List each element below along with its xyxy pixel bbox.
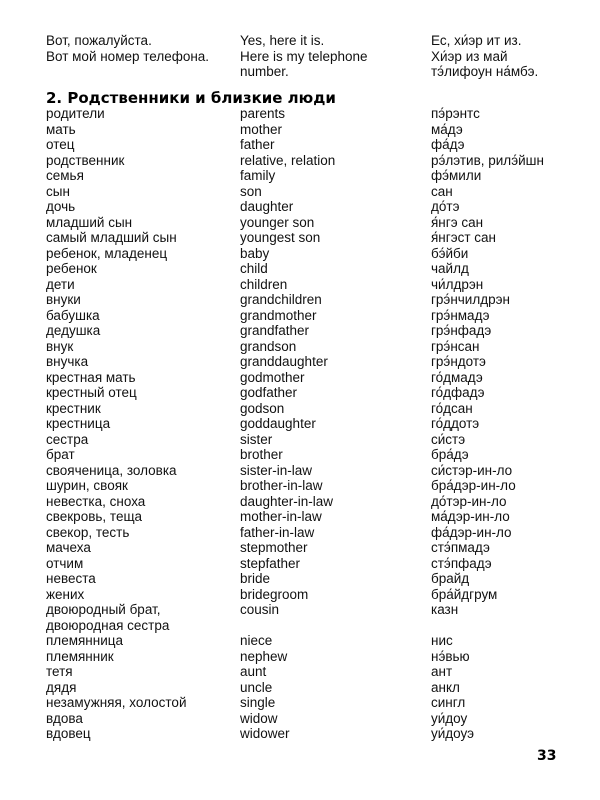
- pronunciation: грэ́нсан: [431, 338, 480, 354]
- english-term: bridegroom: [240, 586, 309, 602]
- russian-term: отец: [46, 137, 75, 152]
- vocab-row: [0, 401, 600, 417]
- pronunciation: грэ́нчилдрэн: [431, 292, 510, 307]
- pronunciation: грэ́нмадэ: [431, 307, 490, 323]
- russian-term: племянник: [46, 648, 114, 664]
- vocab-row: [0, 649, 600, 665]
- english-term: children: [240, 276, 288, 292]
- vocab-row: [0, 354, 600, 370]
- pronunciation: чайлд: [431, 261, 469, 276]
- pronunciation: ма́дэр-ин-ло: [431, 509, 510, 524]
- vocab-row: [0, 292, 600, 308]
- english-term: widow: [240, 710, 278, 726]
- pronunciation: фа́дэ: [431, 137, 465, 152]
- pronunciation: тэ́лифоун на́мбэ.: [431, 64, 539, 79]
- vocab-row: [0, 184, 600, 200]
- vocab-row: [0, 664, 600, 680]
- russian-term: младший сын: [46, 214, 133, 230]
- pronunciation: нэ́вью: [431, 648, 470, 664]
- intro-row: [0, 64, 600, 80]
- english-term: number.: [240, 64, 289, 79]
- vocab-row: [0, 602, 600, 618]
- english-term: aunt: [240, 664, 267, 679]
- pronunciation: я́нгэст сан: [431, 230, 496, 245]
- english-term: son: [240, 183, 262, 199]
- pronunciation: го́дмадэ: [431, 369, 483, 385]
- vocab-row: [0, 168, 600, 184]
- vocab-row: [0, 277, 600, 293]
- english-term: relative, relation: [240, 152, 336, 168]
- russian-term: семья: [46, 168, 84, 183]
- russian-term: внуки: [46, 292, 81, 307]
- pronunciation: Хи́эр из май: [431, 48, 508, 64]
- intro-row: [0, 33, 600, 49]
- vocab-row: [0, 726, 600, 742]
- vocab-row: [0, 432, 600, 448]
- vocab-row: [0, 447, 600, 463]
- pronunciation: стэ́пфадэ: [431, 555, 492, 571]
- english-term: mother: [240, 121, 283, 137]
- pronunciation: го́дфадэ: [431, 385, 485, 400]
- pronunciation: сан: [431, 183, 453, 199]
- vocab-row: [0, 478, 600, 494]
- russian-term: дядя: [46, 679, 77, 695]
- pronunciation: уи́доу: [431, 710, 468, 726]
- vocab-row: [0, 230, 600, 246]
- english-term: daughter-in-law: [240, 493, 334, 509]
- vocab-row: [0, 571, 600, 587]
- pronunciation: сингл: [431, 695, 466, 710]
- english-term: father-in-law: [240, 524, 315, 540]
- english-term: uncle: [240, 679, 273, 695]
- pronunciation: до́тэ: [431, 199, 460, 214]
- english-term: stepfather: [240, 555, 301, 571]
- english-term: granddaughter: [240, 354, 328, 369]
- english-term: father: [240, 137, 275, 152]
- english-term: grandchildren: [240, 292, 322, 307]
- russian-term: свекровь, теща: [46, 509, 143, 524]
- russian-term: отчим: [46, 555, 84, 571]
- vocab-row: [0, 680, 600, 696]
- russian-term: внучка: [46, 354, 89, 369]
- english-term: mother-in-law: [240, 509, 322, 524]
- russian-term: дети: [46, 276, 75, 292]
- russian-term: вдовец: [46, 726, 91, 741]
- pronunciation: казн: [431, 602, 459, 617]
- english-term: parents: [240, 106, 286, 121]
- english-term: single: [240, 695, 276, 710]
- english-term: Yes, here it is.: [240, 33, 325, 48]
- english-term: youngest son: [240, 230, 321, 245]
- russian-term: дочь: [46, 199, 76, 214]
- russian-term: внук: [46, 338, 74, 354]
- russian-term: Вот мой номер телефона.: [46, 48, 210, 64]
- pronunciation: анкл: [431, 679, 460, 695]
- russian-term: крестная мать: [46, 369, 136, 385]
- pronunciation: си́стэр-ин-ло: [431, 462, 513, 478]
- vocab-row: [0, 494, 600, 510]
- russian-term: ребенок, младенец: [46, 245, 168, 261]
- russian-term: незамужняя, холостой: [46, 695, 187, 710]
- russian-term: невестка, сноха: [46, 493, 146, 509]
- russian-term: самый младший сын: [46, 230, 177, 245]
- pronunciation: бра́дэ: [431, 447, 469, 462]
- english-term: family: [240, 168, 276, 183]
- vocab-row: [0, 339, 600, 355]
- vocab-row: [0, 215, 600, 231]
- pronunciation: ма́дэ: [431, 121, 463, 137]
- english-term: godfather: [240, 385, 298, 400]
- english-term: cousin: [240, 602, 280, 617]
- english-term: bride: [240, 571, 271, 586]
- pronunciation: бра́дэр-ин-ло: [431, 478, 516, 493]
- russian-term: родственник: [46, 152, 125, 168]
- russian-term: крестница: [46, 416, 111, 431]
- vocab-row: [0, 199, 600, 215]
- pronunciation: брайд: [431, 571, 470, 586]
- english-term: sister: [240, 431, 273, 447]
- russian-term: свояченица, золовка: [46, 462, 177, 478]
- english-term: grandmother: [240, 307, 317, 323]
- english-term: sister-in-law: [240, 462, 313, 478]
- vocab-row: [0, 106, 600, 122]
- pronunciation: уи́доуэ: [431, 726, 475, 741]
- pronunciation: до́тэр-ин-ло: [431, 493, 507, 509]
- russian-term: сын: [46, 183, 70, 199]
- russian-term: тетя: [46, 664, 73, 679]
- english-term: baby: [240, 245, 270, 261]
- pronunciation: го́дсан: [431, 400, 473, 416]
- pronunciation: го́ддотэ: [431, 416, 480, 431]
- pronunciation: си́стэ: [431, 431, 466, 447]
- intro-phrases: [0, 33, 600, 80]
- vocab-row: [0, 587, 600, 603]
- vocab-row: [0, 416, 600, 432]
- pronunciation: чи́лдрэн: [431, 276, 484, 292]
- english-term: stepmother: [240, 540, 308, 555]
- russian-term: сестра: [46, 431, 89, 447]
- pronunciation: Ес, хи́эр ит из.: [431, 33, 522, 48]
- vocab-row: [0, 556, 600, 572]
- russian-term: двоюродная сестра: [46, 617, 170, 633]
- vocab-row: [0, 633, 600, 649]
- vocab-row: [0, 695, 600, 711]
- pronunciation: грэ́нфадэ: [431, 323, 492, 338]
- vocab-row: [0, 122, 600, 138]
- page-number: 33: [537, 748, 557, 764]
- russian-term: крестник: [46, 400, 101, 416]
- pronunciation: бра́йдгрум: [431, 586, 498, 602]
- russian-term: мачеха: [46, 540, 91, 555]
- russian-term: шурин, свояк: [46, 478, 128, 493]
- english-term: Here is my telephone: [240, 48, 368, 64]
- pronunciation: нис: [431, 633, 453, 648]
- pronunciation: ант: [431, 664, 453, 679]
- vocab-row: [0, 308, 600, 324]
- vocab-row: [0, 323, 600, 339]
- english-term: brother-in-law: [240, 478, 323, 493]
- vocab-row: [0, 463, 600, 479]
- russian-term: крестный отец: [46, 385, 137, 400]
- russian-term: бабушка: [46, 307, 100, 323]
- russian-term: родители: [46, 106, 105, 121]
- vocab-row: [0, 370, 600, 386]
- russian-term: жених: [46, 586, 85, 602]
- pronunciation: рэ́лэтив, рилэ́йшн: [431, 152, 544, 168]
- english-term: child: [240, 261, 268, 276]
- russian-term: невеста: [46, 571, 96, 586]
- russian-term: дедушка: [46, 323, 101, 338]
- english-term: widower: [240, 726, 290, 741]
- english-term: grandfather: [240, 323, 310, 338]
- vocab-row: [0, 153, 600, 169]
- english-term: goddaughter: [240, 416, 316, 431]
- vocab-row: [0, 385, 600, 401]
- english-term: daughter: [240, 199, 294, 214]
- vocabulary-list: [0, 106, 600, 742]
- english-term: niece: [240, 633, 273, 648]
- pronunciation: грэ́ндотэ: [431, 354, 486, 369]
- vocab-row: [0, 711, 600, 727]
- vocab-row: [0, 540, 600, 556]
- russian-term: двоюродный брат,: [46, 602, 161, 617]
- pronunciation: фэ́мили: [431, 168, 482, 183]
- english-term: godson: [240, 400, 285, 416]
- vocab-row: [0, 525, 600, 541]
- english-term: younger son: [240, 214, 315, 230]
- pronunciation: фа́дэр-ин-ло: [431, 524, 512, 540]
- russian-term: вдова: [46, 710, 83, 726]
- english-term: grandson: [240, 338, 297, 354]
- intro-row: [0, 49, 600, 65]
- russian-term: свекор, тесть: [46, 524, 130, 540]
- english-term: nephew: [240, 648, 288, 664]
- pronunciation: я́нгэ сан: [431, 214, 484, 230]
- pronunciation: бэ́йби: [431, 245, 469, 261]
- english-term: brother: [240, 447, 283, 462]
- russian-term: Вот, пожалуйста.: [46, 33, 152, 48]
- russian-term: ребенок: [46, 261, 97, 276]
- pronunciation: пэ́рэнтс: [431, 106, 480, 121]
- russian-term: племянница: [46, 633, 123, 648]
- english-term: godmother: [240, 369, 305, 385]
- russian-term: брат: [46, 447, 75, 462]
- vocab-row: [0, 246, 600, 262]
- vocab-row: [0, 618, 600, 634]
- vocab-row: [0, 137, 600, 153]
- vocab-row: [0, 509, 600, 525]
- pronunciation: стэ́пмадэ: [431, 540, 490, 555]
- vocab-row: [0, 261, 600, 277]
- section-heading: 2. Родственники и близкие люди: [46, 89, 336, 107]
- russian-term: мать: [46, 121, 76, 137]
